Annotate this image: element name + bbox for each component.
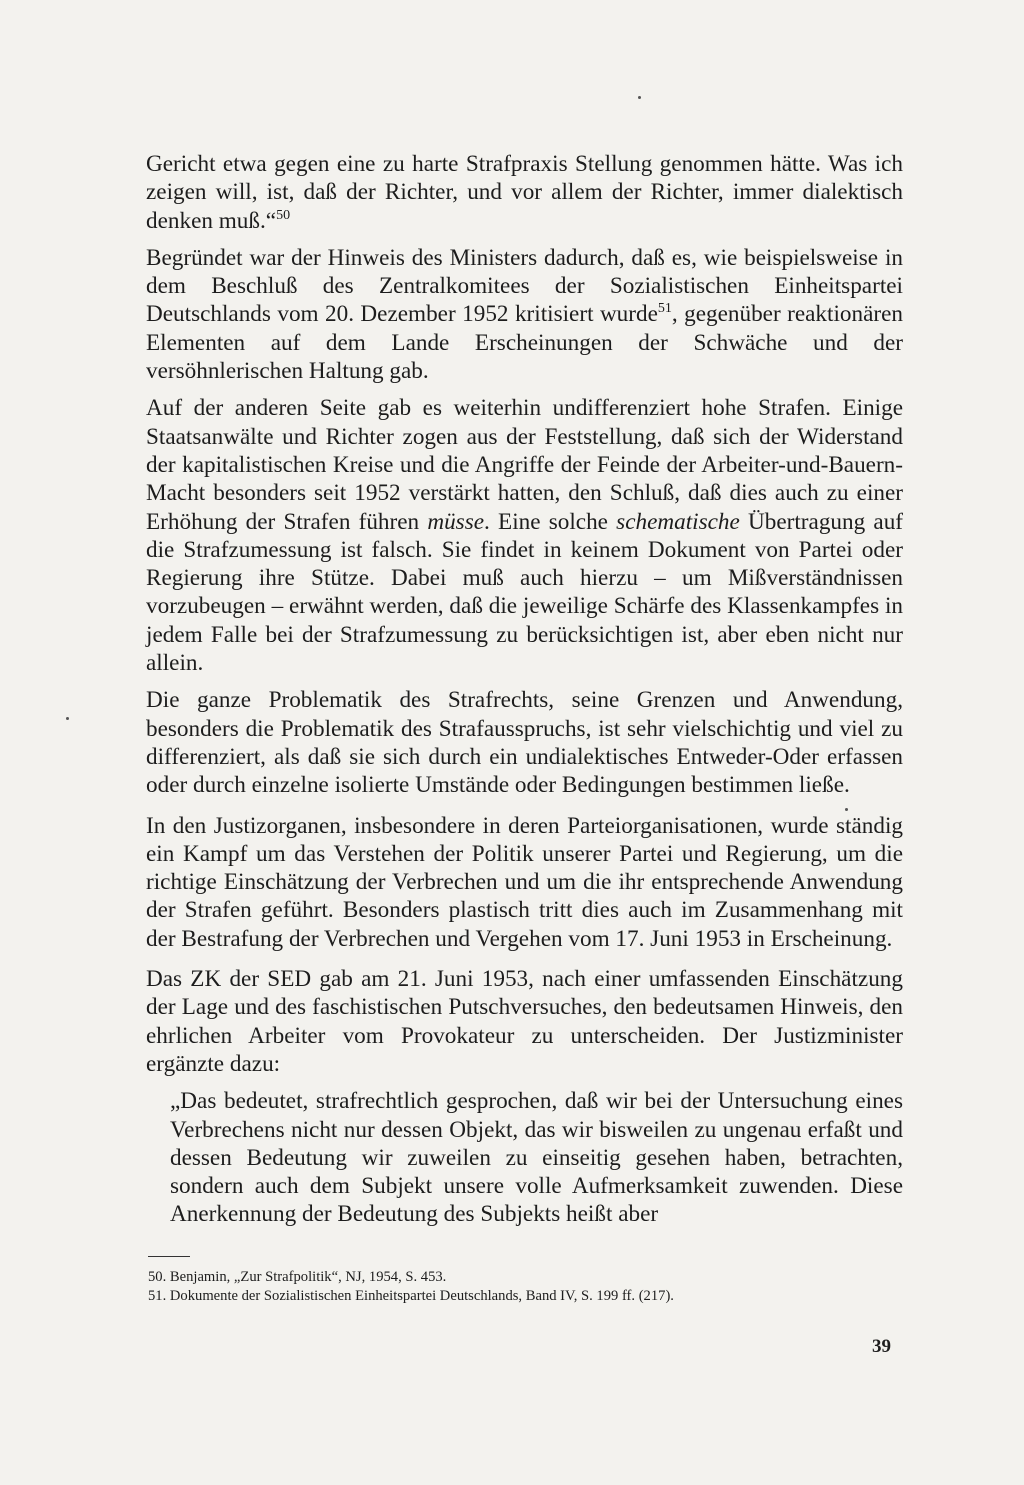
scan-speck [638,96,641,99]
paragraph-quote-end: Gericht etwa gegen eine zu harte Strafpraxis Stellung genommen hätte. Was ich zeigen will, ist, daß der Richter, und vor allem der Richter, immer dialektisch denken muß.“$^{50}$ [146,151,903,234]
paragraph-hinweis: Begründet war der Hinweis des Ministers dadurch, daß es, wie beispielsweise in dem Beschluß des Zentralkomitees der Sozialistischen Einheitspartei Deutschlands vom 20. Dezember 1952 kritisiert wurde$^{51}$, gegenüber reaktionären Elementen auf dem Lande Erscheinungen der Schwäche und der versöhnlerischen Haltung gab. [146,244,903,385]
page-number: 39 [872,1336,891,1357]
paragraph-strafen: Auf der anderen Seite gab es weiterhin undifferenziert hohe Strafen. Einige Staatsanwälte und Richter zogen aus der Feststellung, daß sich der Widerstand der kapitalistischen Kreise und die Angriffe der Feinde der Arbeiter-und-Bauern-Macht besonders seit 1952 verstärkt hatten, den Schluß, daß dies auch zu einer Erhöhung der Strafen führen müsse. Eine solche schematische Übertragung auf die Strafzumessung ist falsch. Sie findet in keinem Dokument von Partei oder Regierung ihre Stütze. Dabei muß auch hierzu – um Mißverständnissen vorzubeugen – erwähnt werden, daß die jeweilige Schärfe des Klassenkampfes in jedem Falle bei der Strafzumessung zu berücksichtigen ist, aber eben nicht nur allein. [146,395,904,677]
paragraph-problematik: Die ganze Problematik des Strafrechts, seine Grenzen und Anwendung, besonders die Problematik des Strafausspruchs, ist sehr vielschichtig und viel zu differenziert, als daß sie sich durch ein undialektisches Entweder-Oder erfassen oder durch einzelne isolierte Umstände oder Bedingungen bestimmen ließe. [146,687,903,799]
footnote-50: 50. Benjamin, „Zur Strafpolitik“, NJ, 1954, S. 453. [148,1269,447,1285]
body-text [146,150,903,1229]
footnote-ref-50: 50 [276,207,291,223]
scan-speck [66,717,69,720]
footnotes [148,1268,908,1306]
block-quote: „Das bedeutet, strafrechtlich gesprochen, daß wir bei der Untersuchung eines Verbrechens nicht nur dessen Objekt, das wir bisweilen zu ungenau erfaßt und dessen Bedeutung wir zuweilen zu einseitig gesehen haben, betrachten, sondern auch dem Subjekt unsere volle Aufmerksamkeit zuwenden. Diese Anerkennung der Bedeutung des Subjekts heißt aber [170,1088,903,1228]
paragraph-zk-sed: Das ZK der SED gab am 21. Juni 1953, nach einer umfassenden Einschätzung der Lage und des faschistischen Putschversuches, den bedeutsamen Hinweis, den ehrlichen Arbeiter vom Provokateur zu unterscheiden. Der Justizminister ergänzte dazu: [146,966,903,1077]
scan-speck [845,808,848,811]
footnote-rule [148,1256,190,1257]
footnote-ref-51: 51 [657,301,672,317]
paragraph-justizorgane: In den Justizorganen, insbesondere in deren Parteiorganisationen, wurde ständig ein Kampf um das Verstehen der Politik unserer Partei und Regierung, um die richtige Einschätzung der Verbrechen und um die ihr entsprechende Anwendung der Strafen geführt. Besonders plastisch tritt dies auch im Zusammenhang mit der Bestrafung der Verbrechen und Vergehen vom 17. Juni 1953 in Erscheinung. [146,812,903,952]
footnote-51: 51. Dokumente der Sozialistischen Einheitspartei Deutschlands, Band IV, S. 199 ff. (217). [148,1288,674,1304]
